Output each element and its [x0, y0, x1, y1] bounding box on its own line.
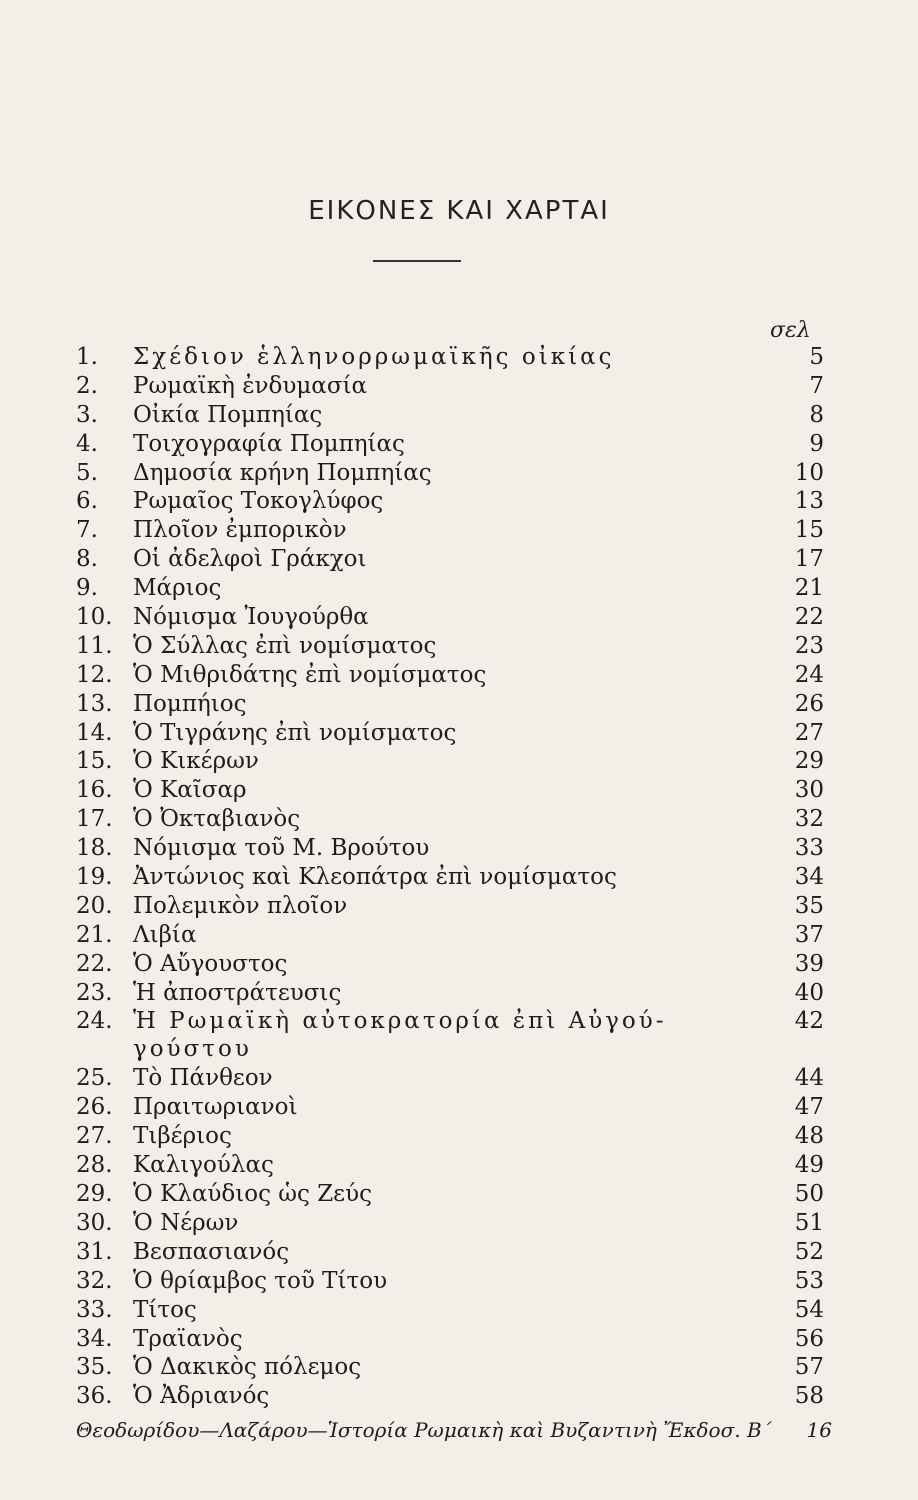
entry-number: 23.	[76, 979, 113, 1006]
entry-title: Ὁ Τιγράνης ἐπὶ νομίσματος	[133, 719, 457, 746]
entry-page-number: 47	[794, 1094, 824, 1121]
entry-page-number: 24	[794, 661, 824, 688]
list-item	[0, 401, 918, 430]
entry-page-number: 10	[794, 459, 824, 486]
entry-title: Ὁ Ἀδριανός	[133, 1383, 270, 1410]
entry-page-number: 9	[809, 430, 824, 457]
entry-number: 9.	[76, 575, 98, 602]
list-item	[0, 979, 918, 1008]
entry-title: Ἀντώνιος καὶ Κλεοπάτρα ἐπὶ νομίσματος	[133, 864, 617, 891]
list-item	[0, 487, 918, 516]
entry-title: Ὁ θρίαμβος τοῦ Τίτου	[133, 1267, 388, 1294]
entry-page-number: 42	[794, 1008, 824, 1035]
entry-title: Τίτος	[133, 1296, 197, 1323]
list-item	[0, 1296, 918, 1325]
entry-title: Ὁ Νέρων	[133, 1209, 239, 1236]
list-item	[0, 459, 918, 488]
entry-title: Σχέδιον ἑλληνορρωμαϊκῆς οἰκίας	[133, 344, 615, 370]
entry-title: Τιβέριος	[133, 1123, 232, 1150]
entry-page-number: 26	[794, 690, 824, 717]
entry-number: 6.	[76, 488, 98, 515]
entry-number: 32.	[76, 1267, 113, 1294]
entry-title: Τοιχογραφία Πομπηίας	[133, 430, 405, 457]
entry-number: 31.	[76, 1238, 113, 1265]
entry-page-number: 22	[794, 604, 824, 631]
entry-page-number: 13	[794, 488, 824, 515]
entry-page-number: 58	[794, 1383, 824, 1410]
entry-title: Καλιγούλας	[133, 1152, 274, 1179]
list-item	[0, 1209, 918, 1238]
entry-title: Τὸ Πάνθεον	[133, 1065, 273, 1092]
entry-number: 21.	[76, 921, 113, 948]
list-item	[0, 950, 918, 979]
list-item	[0, 516, 918, 545]
entry-page-number: 35	[794, 892, 824, 919]
entry-page-number: 53	[794, 1267, 824, 1294]
list-item	[0, 863, 918, 892]
entry-title: Ὁ Μιθριδάτης ἐπὶ νομίσματος	[133, 661, 487, 688]
entry-number: 17.	[76, 806, 113, 833]
entry-number: 26.	[76, 1094, 113, 1121]
entry-title: Βεσπασιανός	[133, 1238, 290, 1265]
entry-title: Πλοῖον ἐμπορικὸν	[133, 517, 347, 544]
entry-number: 4.	[76, 430, 98, 457]
list-item	[0, 834, 918, 863]
list-item	[0, 545, 918, 574]
list-item	[0, 343, 918, 372]
entry-title: Οἰκία Πομπηίας	[133, 401, 323, 428]
entry-page-number: 57	[794, 1354, 824, 1381]
entry-number: 25.	[76, 1065, 113, 1092]
entry-title: Λιβία	[133, 921, 197, 948]
list-item	[0, 1238, 918, 1267]
entry-page-number: 44	[794, 1065, 824, 1092]
entry-page-number: 21	[794, 575, 824, 602]
entry-title: Ρωμαῖος Τοκογλύφος	[133, 488, 384, 515]
list-item	[0, 1093, 918, 1122]
entry-page-number: 15	[794, 517, 824, 544]
entry-number: 29.	[76, 1181, 113, 1208]
entry-page-number: 7	[809, 372, 824, 399]
entry-number: 19.	[76, 864, 113, 891]
list-item	[0, 430, 918, 459]
entry-number: 14.	[76, 719, 113, 746]
entry-number: 24.	[76, 1008, 113, 1035]
entry-title: Ὁ Δακικὸς πόλεμος	[133, 1354, 362, 1381]
entry-page-number: 49	[794, 1152, 824, 1179]
entry-number: 28.	[76, 1152, 113, 1179]
list-item	[0, 1007, 918, 1064]
entry-title: Ὁ Κλαύδιος ὡς Ζεύς	[133, 1181, 372, 1208]
list-item	[0, 1122, 918, 1151]
list-item	[0, 372, 918, 401]
list-item	[0, 892, 918, 921]
entry-number: 11.	[76, 632, 113, 659]
entry-number: 18.	[76, 835, 113, 862]
entry-page-number: 5	[809, 344, 824, 370]
entry-page-number: 51	[794, 1209, 824, 1236]
entry-title: Ὁ Ὀκταβιανὸς	[133, 806, 301, 833]
entry-number: 12.	[76, 661, 113, 688]
entry-number: 16.	[76, 777, 113, 804]
entry-page-number: 56	[794, 1325, 824, 1352]
entry-page-number: 40	[794, 979, 824, 1006]
list-item	[0, 574, 918, 603]
entry-page-number: 39	[794, 950, 824, 977]
entry-page-number: 29	[794, 748, 824, 775]
entry-page-number: 52	[794, 1238, 824, 1265]
entry-number: 34.	[76, 1325, 113, 1352]
page-title: ΕΙΚΟΝΕΣ ΚΑΙ ΧΑΡΤΑΙ	[308, 196, 610, 226]
entry-page-number: 48	[794, 1123, 824, 1150]
footer-text: Θεοδωρίδου—Λαζάρου—Ἱστορία Ρωμαικὴ καὶ Βυζαντινὴ Ἔκδοσ. Β΄	[76, 1418, 772, 1442]
entry-title: Τραϊανὸς	[133, 1325, 243, 1352]
entry-page-number: 27	[794, 719, 824, 746]
title-underline	[373, 260, 461, 262]
entry-number: 20.	[76, 892, 113, 919]
entry-number: 5.	[76, 459, 98, 486]
list-item	[0, 719, 918, 748]
list-item	[0, 632, 918, 661]
entry-title: Οἱ ἀδελφοὶ Γράκχοι	[133, 546, 367, 573]
entry-number: 35.	[76, 1354, 113, 1381]
entry-title: Νόμισμα τοῦ Μ. Βρούτου	[133, 835, 430, 862]
entry-title: Δημοσία κρήνη Πομπηίας	[133, 459, 432, 486]
list-item	[0, 690, 918, 719]
list-item	[0, 1064, 918, 1093]
entry-number: 27.	[76, 1123, 113, 1150]
entry-number: 8.	[76, 546, 98, 573]
list-item	[0, 921, 918, 950]
entry-title: Ὁ Κικέρων	[133, 748, 259, 775]
entry-number: 15.	[76, 748, 113, 775]
entry-title: Ὁ Σύλλας ἐπὶ νομίσματος	[133, 632, 437, 659]
entry-page-number: 17	[794, 546, 824, 573]
entry-number: 10.	[76, 604, 113, 631]
entry-number: 2.	[76, 372, 98, 399]
list-item	[0, 1353, 918, 1382]
entry-title: Ἡ ἀποστράτευσις	[133, 979, 342, 1006]
page-column-label: σελ	[770, 318, 811, 343]
entry-page-number: 34	[794, 864, 824, 891]
list-item	[0, 1151, 918, 1180]
entry-number: 13.	[76, 690, 113, 717]
list-item	[0, 1325, 918, 1354]
list-item	[0, 747, 918, 776]
entry-number: 3.	[76, 401, 98, 428]
entry-title: Πραιτωριανοὶ	[133, 1094, 298, 1121]
entry-page-number: 8	[809, 401, 824, 428]
entry-page-number: 23	[794, 632, 824, 659]
entry-title: Ὁ Αὔγουστος	[133, 950, 288, 977]
entry-number: 7.	[76, 517, 98, 544]
entry-number: 33.	[76, 1296, 113, 1323]
list-item	[0, 1267, 918, 1296]
contents-list	[0, 343, 918, 1411]
entry-number: 30.	[76, 1209, 113, 1236]
list-item	[0, 1382, 918, 1411]
entry-title-continuation: γούστου	[133, 1036, 252, 1063]
entry-number: 1.	[76, 344, 98, 370]
entry-title: Μάριος	[133, 575, 222, 602]
entry-title: Νόμισμα Ἰουγούρθα	[133, 604, 369, 631]
entry-title: Ἡ Ρωμαϊκὴ αὐτοκρατορία ἐπὶ Αὐγού-	[133, 1008, 667, 1035]
entry-title: Ρωμαϊκὴ ἐνδυμασία	[133, 372, 368, 399]
list-item	[0, 1180, 918, 1209]
list-item	[0, 776, 918, 805]
list-item	[0, 661, 918, 690]
entry-page-number: 30	[794, 777, 824, 804]
footer-page-number: 16	[806, 1418, 832, 1442]
entry-title: Πολεμικὸν πλοῖον	[133, 892, 348, 919]
entry-page-number: 54	[794, 1296, 824, 1323]
entry-number: 22.	[76, 950, 113, 977]
list-item	[0, 805, 918, 834]
entry-title: Ὁ Καῖσαρ	[133, 777, 247, 804]
entry-page-number: 50	[794, 1181, 824, 1208]
entry-title: Πομπήιος	[133, 690, 247, 717]
entry-page-number: 33	[794, 835, 824, 862]
entry-page-number: 37	[794, 921, 824, 948]
entry-page-number: 32	[794, 806, 824, 833]
list-item	[0, 603, 918, 632]
entry-number: 36.	[76, 1383, 113, 1410]
